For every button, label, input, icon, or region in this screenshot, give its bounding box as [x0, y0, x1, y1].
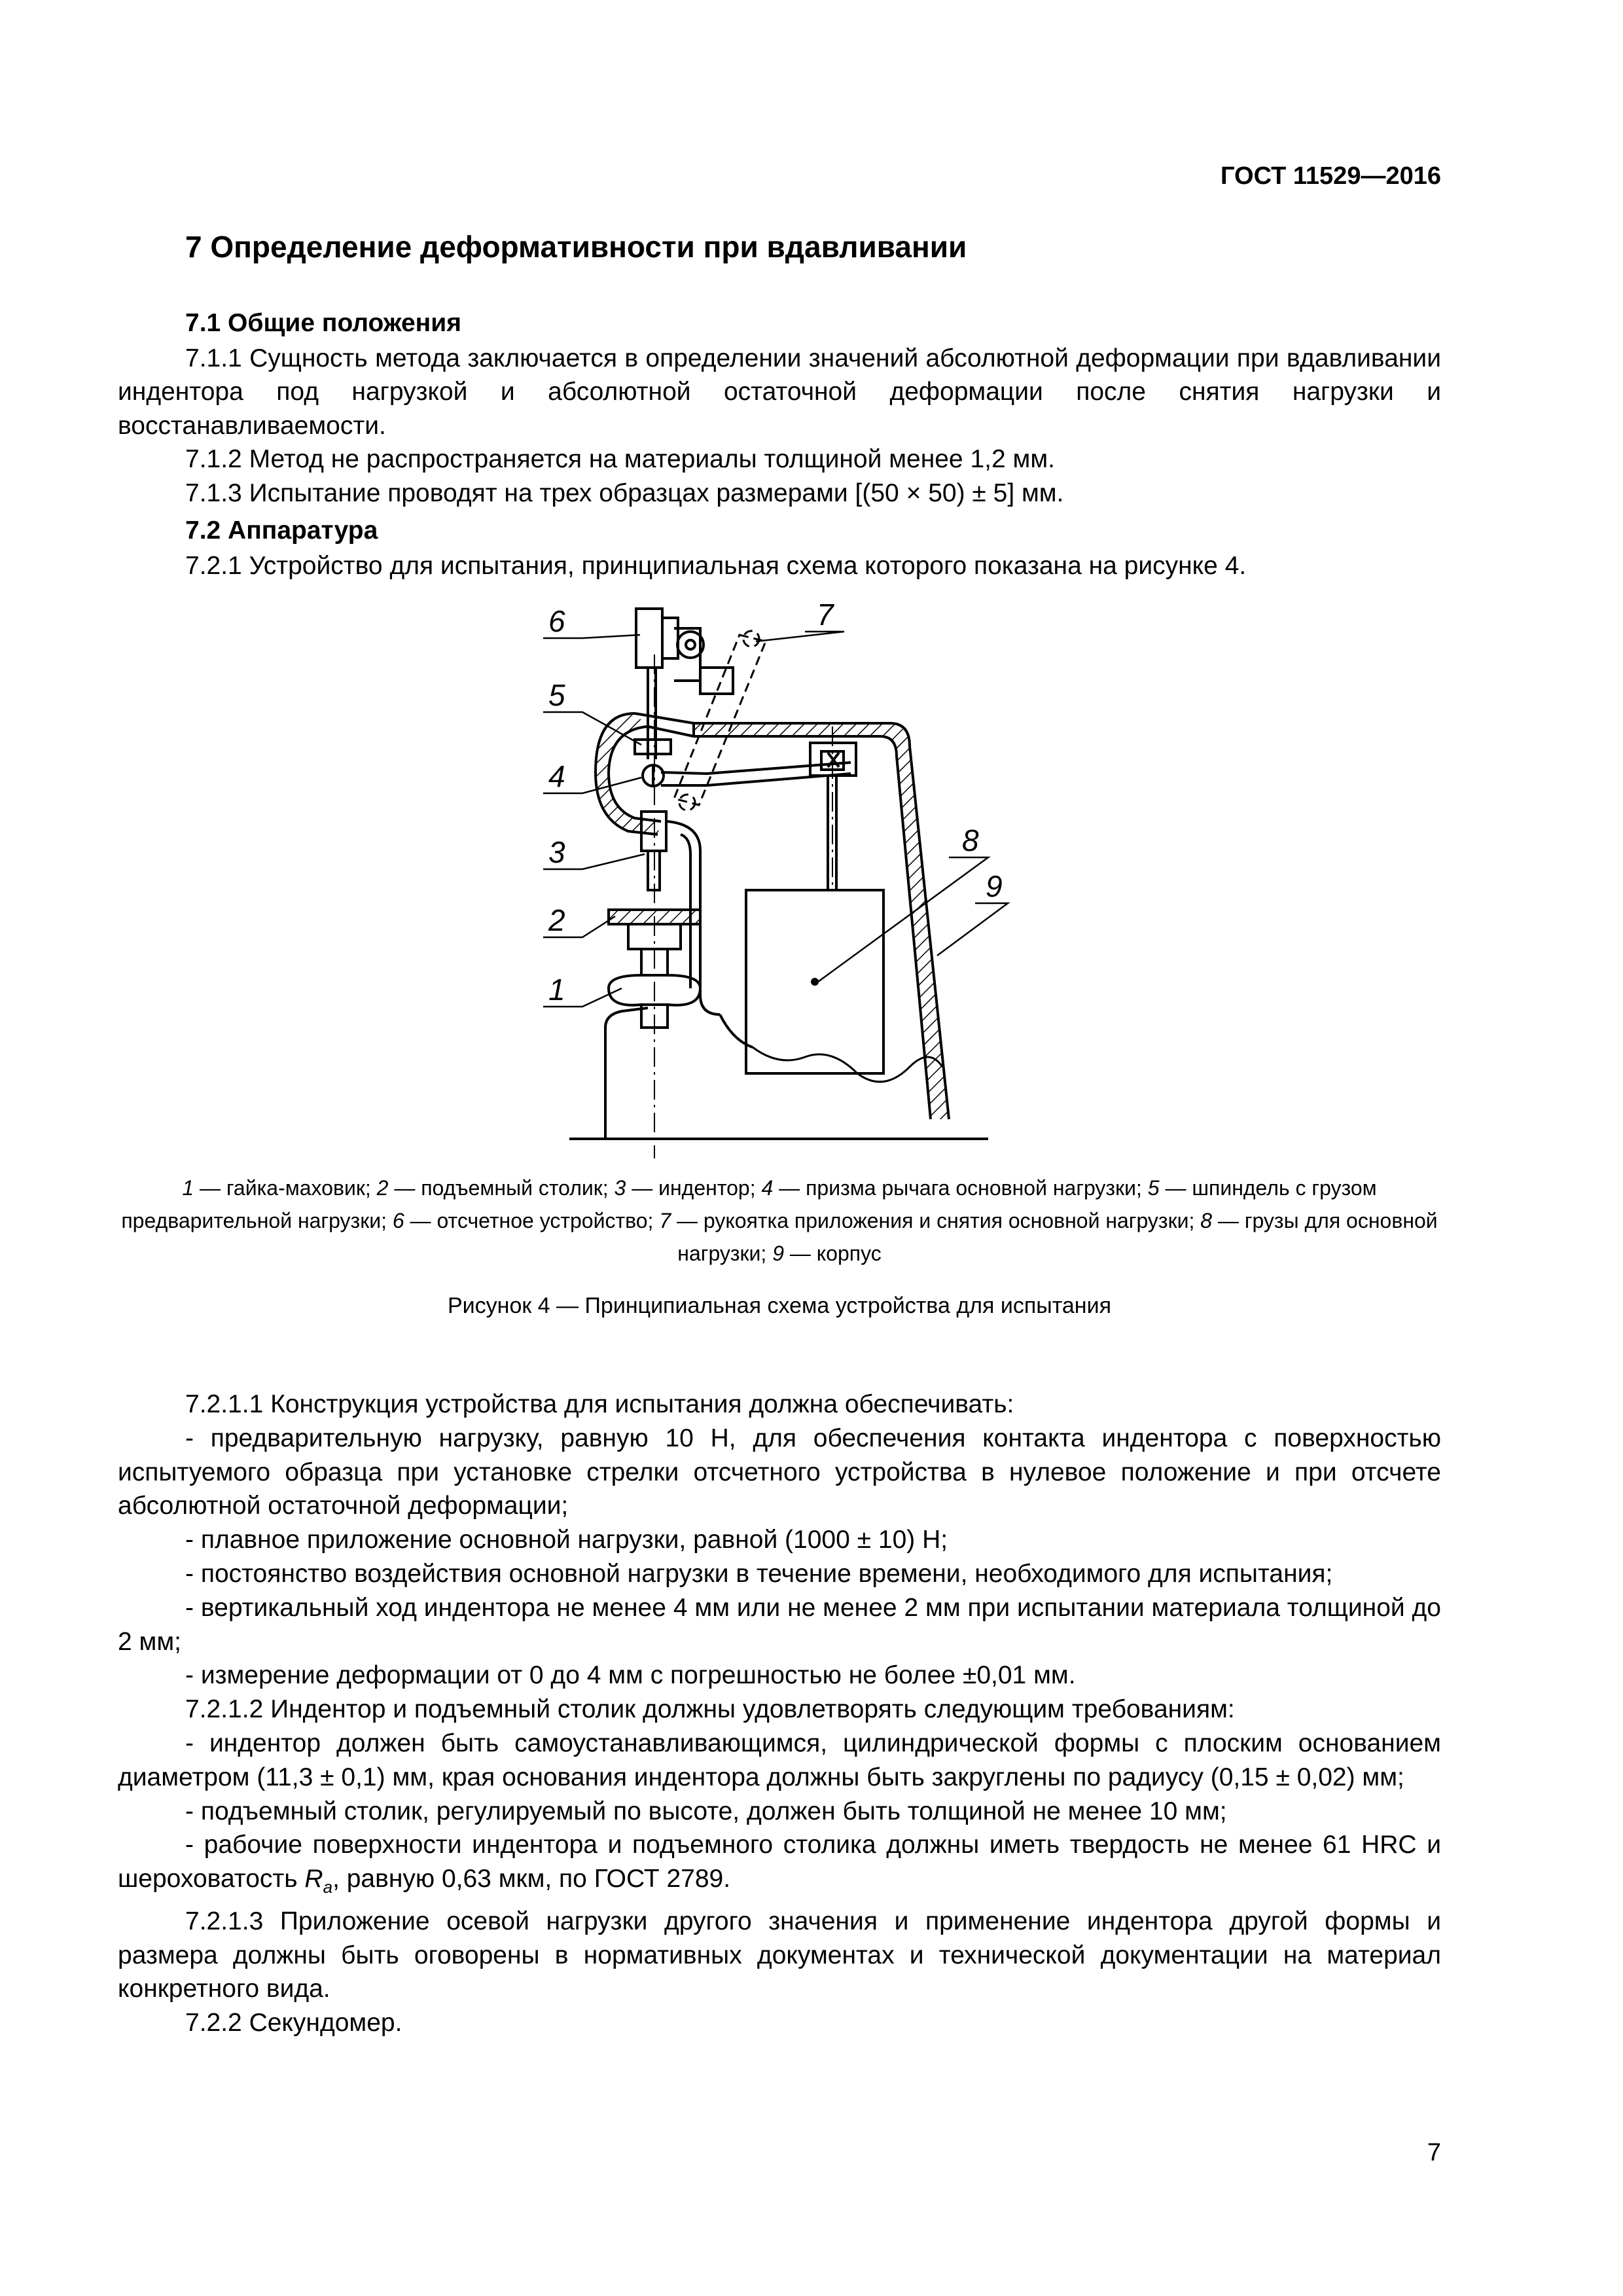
paragraph-7-2-1-3: 7.2.1.3 Приложение осевой нагрузки другого значения и применение индентора другой формы и размера должны быть оговорены в нормативных документах и технической документации на материал конкретного вида.	[118, 1907, 1441, 2003]
document-page	[118, 0, 1441, 2296]
section-7-2-body	[118, 1388, 1441, 2040]
subsection-heading-7-1: 7.1 Общие положения	[185, 309, 461, 337]
callout-8: 8	[962, 823, 979, 857]
list-item: - измерение деформации от 0 до 4 мм с погрешностью не более ±0,01 мм.	[185, 1661, 1076, 1690]
load-weights	[746, 776, 883, 1073]
callout-1: 1	[548, 973, 565, 1007]
paragraph-7-1-1: 7.1.1 Сущность метода заключается в определении значений абсолютной деформации при вдавливании индентора под нагрузкой и абсолютной остаточной деформации после снятия нагрузки и восстанавливаемости.	[118, 344, 1441, 440]
figure-4	[118, 596, 1441, 1158]
list-item: - подъемный столик, регулируемый по высоте, должен быть толщиной не менее 10 мм;	[185, 1797, 1227, 1825]
callout-7: 7	[817, 598, 834, 632]
subsection-heading-7-2: 7.2 Аппаратура	[185, 516, 378, 545]
callout-4: 4	[548, 759, 565, 793]
page-number: 7	[1427, 2139, 1441, 2166]
callout-9: 9	[986, 869, 1003, 903]
paragraph-7-2-1-2: 7.2.1.2 Индентор и подъемный столик должны удовлетворять следующим требованиям:	[185, 1695, 1235, 1724]
figure-legend: 1 — гайка-маховик; 2 — подъемный столик; 3 — индентор; 4 — призма рычага основной нагрузки; 5 — шпиндель с грузом предварительной нагрузки; 6 — отсчетное устройство; 7 — рукоятка приложения и снятия основной нагрузки; 8 — грузы для основной нагрузки; 9 — корпус	[121, 1176, 1438, 1265]
callout-3: 3	[548, 835, 565, 869]
section-heading: 7 Определение деформативности при вдавливании	[185, 230, 967, 264]
list-item: - постоянство воздействия основной нагрузки в течение времени, необходимого для испытания;	[185, 1559, 1333, 1588]
frame-body	[569, 713, 988, 1139]
figure-caption: Рисунок 4 — Принципиальная схема устройства для испытания	[448, 1293, 1111, 1318]
paragraph-7-2-1: 7.2.1 Устройство для испытания, принципиальная схема которого показана на рисунке 4.	[185, 551, 1247, 580]
section-7-1-body	[118, 302, 1441, 583]
apparatus-diagram	[543, 596, 1014, 1158]
callout-6: 6	[548, 604, 565, 638]
list-item: - предварительную нагрузку, равную 10 Н, для обеспечения контакта индентора с поверхностью испытуемого образца при установке стрелки отсчетного устройства в нулевое положение и при отсчете абсолютной остаточной деформации;	[118, 1424, 1441, 1520]
paragraph-7-2-1-1: 7.2.1.1 Конструкция устройства для испытания должна обеспечивать:	[185, 1390, 1014, 1418]
callout-5: 5	[548, 678, 565, 712]
list-item: - вертикальный ход индентора не менее 4 мм или не менее 2 мм при испытании материала толщиной до 2 мм;	[118, 1593, 1441, 1656]
paragraph-7-2-2: 7.2.2 Секундомер.	[185, 2009, 402, 2037]
list-item: - индентор должен быть самоустанавливающимся, цилиндрической формы с плоским основанием диаметром (11,3 ± 0,1) мм, края основания индентора должны быть закруглены по радиусу (0,15 ± 0,02) мм;	[118, 1729, 1441, 1791]
list-item: - плавное приложение основной нагрузки, равной (1000 ± 10) Н;	[185, 1526, 948, 1554]
callout-2: 2	[548, 903, 565, 937]
list-item: - рабочие поверхности индентора и подъемного столика должны иметь твердость не менее 61 HRC и шероховатость $R_a$, равную 0,63 мкм, по ГОСТ 2789.	[118, 1831, 1441, 1897]
running-header: ГОСТ 11529—2016	[1221, 162, 1441, 190]
paragraph-7-1-2: 7.1.2 Метод не распространяется на материалы толщиной менее 1,2 мм.	[185, 445, 1055, 473]
spindle-preload	[635, 740, 671, 786]
paragraph-7-1-3: 7.1.3 Испытание проводят на трех образцах размерами [(50 × 50) ± 5] мм.	[185, 478, 1064, 507]
